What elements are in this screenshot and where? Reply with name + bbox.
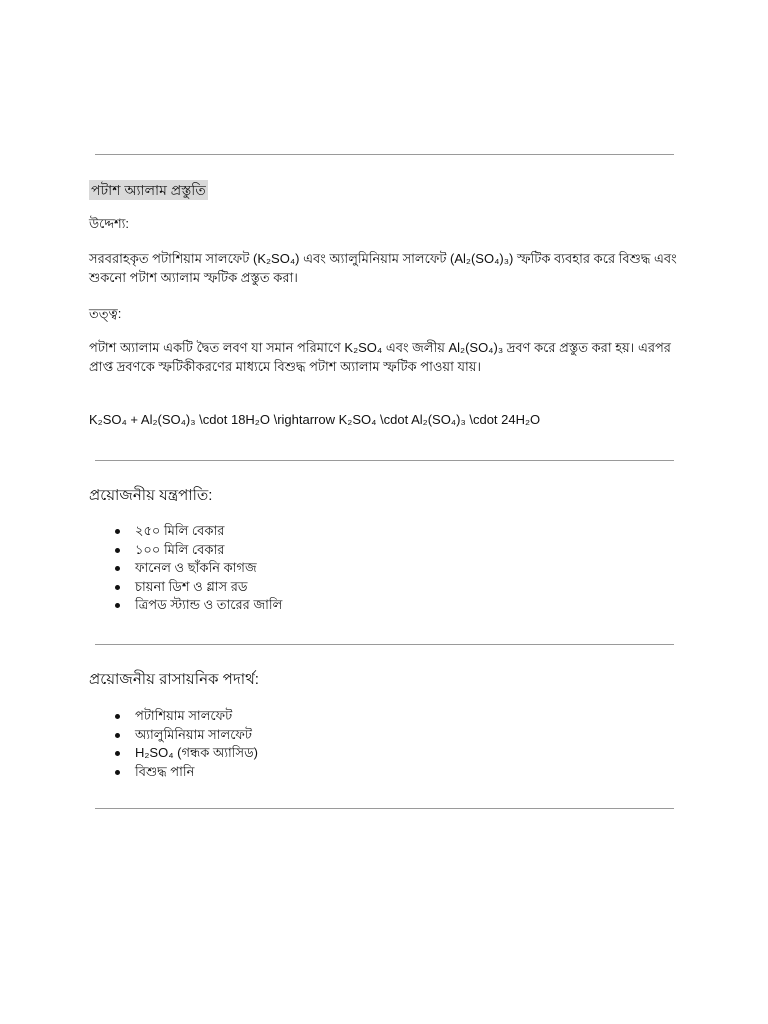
list-item: বিশুদ্ধ পানি — [89, 763, 258, 782]
theory-paragraph: পটাশ অ্যালাম একটি দ্বৈত লবণ যা সমান পরিমাণে K₂SO₄ এবং জলীয় Al₂(SO₄)₃ দ্রবণ করে প্রস্তুত করা হয়। এরপর প্রাপ্ত দ্রবণকে স্ফটিকীকরণের মাধ্যমে বিশুদ্ধ পটাশ অ্যালাম স্ফটিক পাওয়া যায়। — [89, 340, 671, 374]
list-item: H₂SO₄ (গন্ধক অ্যাসিড) — [89, 744, 258, 763]
list-item: ফানেল ও ছাঁকনি কাগজ — [89, 559, 282, 578]
chemicals-list — [89, 707, 258, 781]
divider — [95, 460, 674, 461]
list-item: অ্যালুমিনিয়াম সালফেট — [89, 726, 258, 745]
list-item: ২৫০ মিলি বেকার — [89, 522, 282, 541]
chemicals-heading: প্রয়োজনীয় রাসায়নিক পদার্থ: — [89, 671, 259, 688]
apparatus-heading: প্রয়োজনীয় যন্ত্রপাতি: — [89, 487, 213, 504]
divider — [95, 808, 674, 809]
apparatus-list — [89, 522, 282, 615]
divider — [95, 154, 674, 155]
list-item: ত্রিপড স্ট্যান্ড ও তারের জালি — [89, 596, 282, 615]
reaction-equation: K₂SO₄ + Al₂(SO₄)₃ \cdot 18H₂O \rightarrow K₂SO₄ \cdot Al₂(SO₄)₃ \cdot 24H₂O — [89, 412, 541, 427]
document-title: পটাশ অ্যালাম প্রস্তুতি — [91, 182, 206, 198]
objective-paragraph: সরবরাহকৃত পটাশিয়াম সালফেট (K₂SO₄) এবং অ্যালুমিনিয়াম সালফেট (Al₂(SO₄)₃) স্ফটিক ব্যবহার করে বিশুদ্ধ এবং শুকনো পটাশ অ্যালাম স্ফটিক প্রস্তুত করা। — [89, 251, 677, 285]
list-item: ১০০ মিলি বেকার — [89, 541, 282, 560]
theory-label: তত্ত্ব: — [89, 306, 122, 321]
list-item: পটাশিয়াম সালফেট — [89, 707, 258, 726]
objective-label: উদ্দেশ্য: — [89, 216, 130, 231]
list-item: চায়না ডিশ ও গ্লাস রড — [89, 578, 282, 597]
divider — [95, 644, 674, 645]
